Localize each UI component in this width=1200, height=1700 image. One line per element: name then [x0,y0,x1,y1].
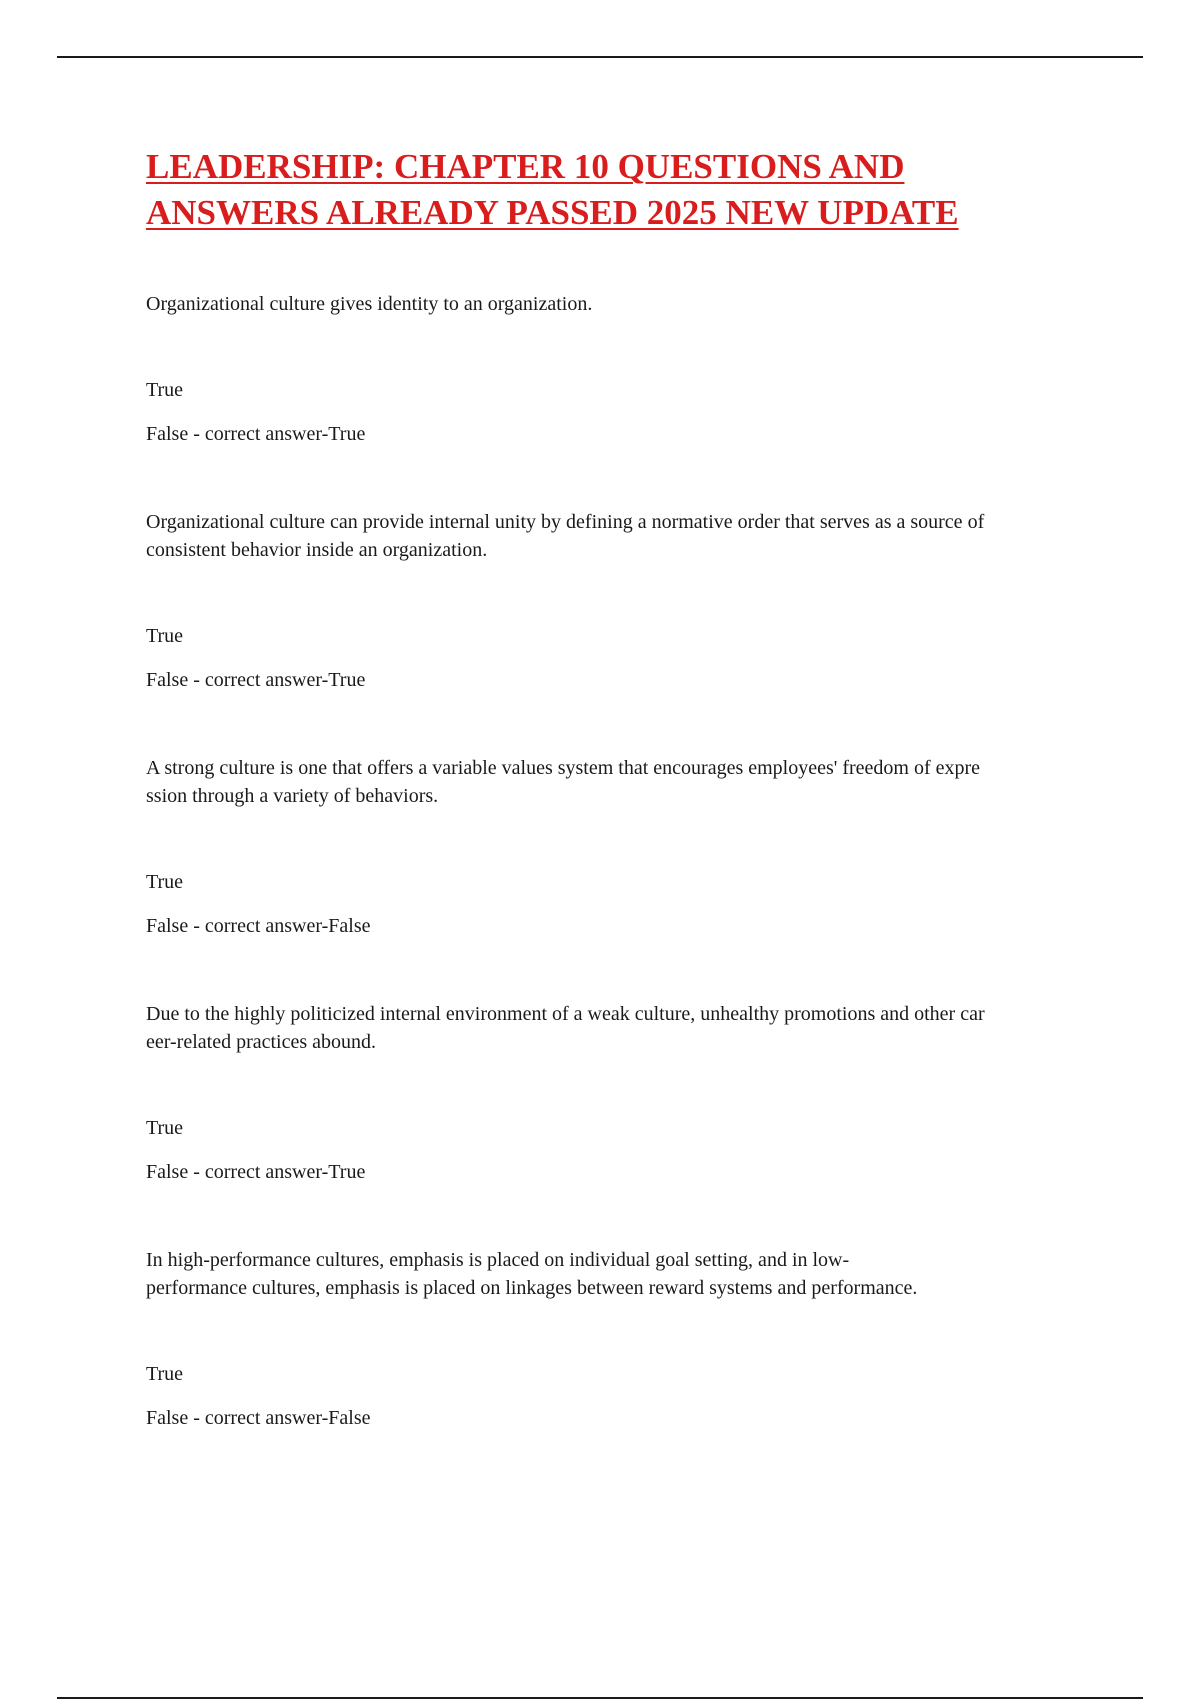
option-false-answer: False - correct answer-False [146,915,371,937]
option-false-answer: False - correct answer-True [146,669,366,691]
option-false-answer: False - correct answer-True [146,423,366,445]
question-line: performance cultures, emphasis is placed on linkages between reward systems and performance. [146,1277,918,1299]
question-line: ssion through a variety of behaviors. [146,785,439,807]
option-true: True [146,1363,184,1385]
option-true: True [146,625,184,647]
option-true: True [146,1117,184,1139]
title-line-2: ANSWERS ALREADY PASSED 2025 NEW UPDATE [146,193,959,232]
document-title [146,144,1096,236]
question-text [146,508,984,564]
question-line: In high-performance cultures, emphasis is placed on individual goal setting, and in low- [146,1249,850,1271]
option-false-answer: False - correct answer-False [146,1407,371,1429]
question-line: eer-related practices abound. [146,1031,377,1053]
top-rule [57,56,1143,58]
question-line: Organizational culture gives identity to an organization. [146,293,593,315]
bottom-rule [57,1697,1143,1699]
option-true: True [146,871,184,893]
option-true: True [146,379,184,401]
title-line-1: LEADERSHIP: CHAPTER 10 QUESTIONS AND [146,147,905,186]
question-line: consistent behavior inside an organization. [146,539,488,561]
question-text [146,290,592,318]
option-false-answer: False - correct answer-True [146,1161,366,1183]
question-line: Due to the highly politicized internal environment of a weak culture, unhealthy promotions and other car [146,1003,985,1025]
question-text [146,754,980,810]
question-line: A strong culture is one that offers a variable values system that encourages employees' freedom of expre [146,757,981,779]
question-text [146,1246,917,1302]
question-text [146,1000,985,1056]
question-line: Organizational culture can provide internal unity by defining a normative order that serves as a source of [146,511,985,533]
